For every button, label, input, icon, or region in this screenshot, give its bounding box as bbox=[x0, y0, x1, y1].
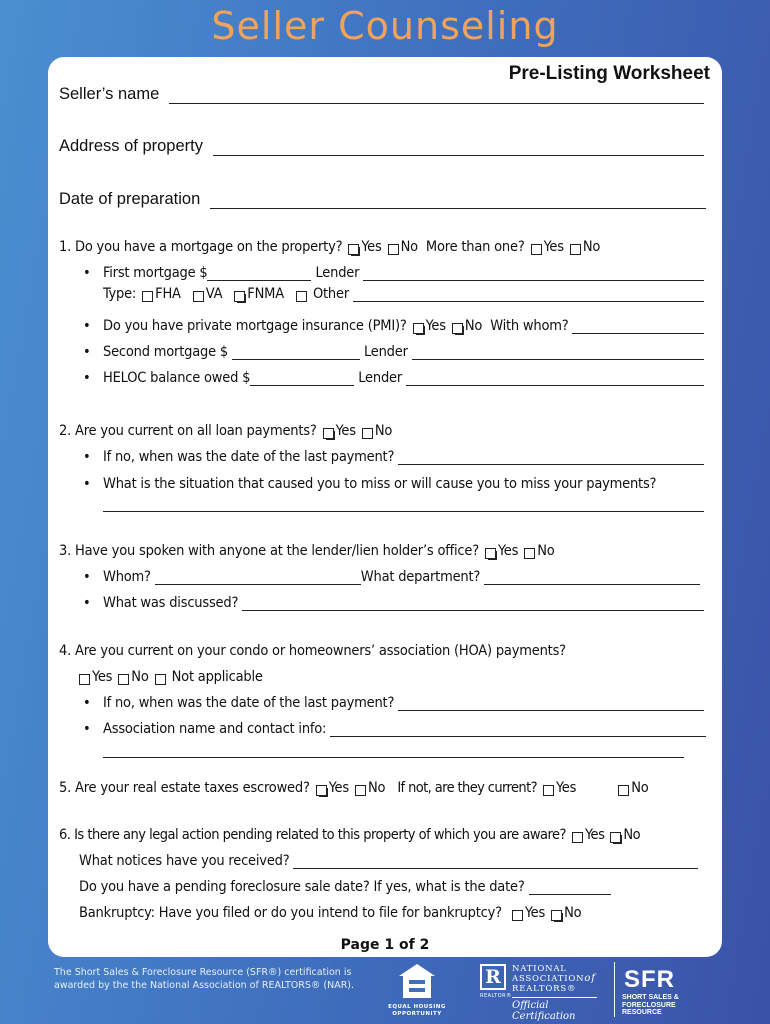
pmi-yes-label: Yes bbox=[425, 318, 446, 334]
q4-no-checkbox[interactable] bbox=[118, 674, 129, 685]
q4-last-payment-field[interactable] bbox=[398, 698, 704, 711]
second-lender-field[interactable] bbox=[412, 347, 704, 360]
bullet: • bbox=[83, 695, 91, 711]
sellers-name-field[interactable] bbox=[169, 90, 704, 104]
q1-more-no-label: No bbox=[582, 239, 601, 255]
q4-na-label: Not applicable bbox=[171, 669, 263, 685]
q2-no-label: No bbox=[374, 423, 393, 439]
with-whom-field[interactable] bbox=[572, 321, 704, 334]
q3-discussed-field[interactable] bbox=[242, 598, 704, 611]
eho-line-2: OPPORTUNITY bbox=[392, 1011, 442, 1017]
bullet: • bbox=[83, 370, 91, 386]
q1-text: 1. Do you have a mortgage on the property? bbox=[59, 239, 343, 255]
q6-notices-field[interactable] bbox=[293, 856, 698, 869]
q5-if-not-label: If not, are they current? bbox=[397, 780, 537, 796]
q4-text: 4. Are you current on your condo or homeowners’ association (HOA) payments? bbox=[59, 643, 566, 659]
sellers-name-row bbox=[59, 85, 708, 104]
pmi-row bbox=[83, 318, 708, 334]
q6-no-checkbox[interactable] bbox=[610, 832, 621, 843]
worksheet-card bbox=[48, 57, 722, 957]
bullet: • bbox=[83, 595, 91, 611]
q3-whom-row bbox=[83, 569, 704, 585]
heloc-lender-field[interactable] bbox=[406, 373, 704, 386]
q4-association-field-2[interactable] bbox=[103, 745, 684, 758]
q4-yes-checkbox[interactable] bbox=[79, 674, 90, 685]
bullet: • bbox=[83, 449, 91, 465]
q4-association-field[interactable] bbox=[330, 724, 706, 737]
bullet: • bbox=[83, 569, 91, 585]
sfr-caption: SHORT SALES & FORECLOSURE RESOURCE bbox=[622, 994, 679, 1016]
address-row bbox=[59, 137, 708, 156]
q6-bankruptcy-label: Bankruptcy: Have you filed or do you intend to file for bankruptcy? bbox=[79, 905, 502, 921]
q6-bankruptcy-yes-label: Yes bbox=[524, 905, 546, 921]
q3-yes-label: Yes bbox=[497, 543, 519, 559]
q5-text: 5. Are your real estate taxes escrowed? bbox=[59, 780, 310, 796]
pmi-no-label: No bbox=[464, 318, 483, 334]
q6-bankruptcy-no-checkbox[interactable] bbox=[551, 910, 562, 921]
q3-discussed-row bbox=[83, 595, 708, 611]
nar-name: NATIONAL ASSOCIATIONof REALTORS® bbox=[512, 964, 596, 994]
pmi-yes-checkbox[interactable] bbox=[413, 323, 424, 334]
nar-official-certification: Official Certification bbox=[512, 1000, 576, 1022]
page-title: Seller Counseling bbox=[211, 4, 559, 48]
q3-department-label: What department? bbox=[360, 569, 481, 585]
q1-more-yes-label: Yes bbox=[543, 239, 564, 255]
heloc-lender-label: Lender bbox=[358, 370, 403, 386]
q5-current-no-checkbox[interactable] bbox=[618, 785, 629, 796]
sfr-mark: SFR bbox=[624, 966, 675, 993]
house-icon bbox=[397, 962, 437, 1000]
second-mortgage-field[interactable] bbox=[232, 347, 360, 360]
footer-line-2: awarded by the the National Association of REALTORS® (NAR). bbox=[54, 980, 355, 991]
type-row bbox=[103, 286, 708, 302]
q2-last-payment-label: If no, when was the date of the last payment? bbox=[103, 449, 395, 465]
q6-yes-label: Yes bbox=[585, 827, 605, 843]
q6-bankruptcy-no-label: No bbox=[564, 905, 582, 921]
first-mortgage-row bbox=[83, 265, 708, 281]
realtor-r-icon: R bbox=[480, 964, 506, 990]
q4-row bbox=[59, 643, 708, 659]
q3-row bbox=[59, 543, 708, 559]
pmi-label: Do you have private mortgage insurance (PMI)? bbox=[103, 318, 407, 334]
first-mortgage-lender-label: Lender bbox=[315, 265, 360, 281]
bullet: • bbox=[83, 318, 91, 334]
q2-situation-field[interactable] bbox=[103, 499, 704, 512]
q6-bankruptcy-row bbox=[79, 905, 708, 921]
q6-bankruptcy-yes-checkbox[interactable] bbox=[512, 910, 523, 921]
q5-no-label: No bbox=[367, 780, 386, 796]
heloc-label: HELOC balance owed $ bbox=[103, 370, 251, 386]
va-checkbox[interactable] bbox=[193, 291, 204, 302]
q3-yes-checkbox[interactable] bbox=[485, 548, 496, 559]
q2-situation-line-row bbox=[103, 499, 708, 512]
q6-notices-label: What notices have you received? bbox=[79, 853, 290, 869]
fha-checkbox[interactable] bbox=[142, 291, 153, 302]
sellers-name-label: Seller’s name bbox=[59, 85, 160, 103]
q6-text: 6. Is there any legal action pending related to this property of which you are aware? bbox=[59, 827, 566, 843]
date-field[interactable] bbox=[210, 195, 706, 209]
address-label: Address of property bbox=[59, 137, 203, 155]
q5-current-no-label: No bbox=[631, 780, 649, 796]
q5-row bbox=[59, 780, 708, 796]
q2-row bbox=[59, 423, 708, 439]
pmi-no-checkbox[interactable] bbox=[452, 323, 463, 334]
bullet: • bbox=[83, 265, 91, 281]
q5-current-yes-checkbox[interactable] bbox=[543, 785, 554, 796]
sfr-divider bbox=[614, 962, 615, 1017]
va-label: VA bbox=[205, 286, 223, 302]
q2-situation-label: What is the situation that caused you to miss or will cause you to miss your payments? bbox=[103, 476, 657, 492]
q6-yes-checkbox[interactable] bbox=[572, 832, 583, 843]
nar-divider bbox=[512, 997, 597, 998]
heloc-row bbox=[83, 370, 708, 386]
q3-no-checkbox[interactable] bbox=[524, 548, 535, 559]
q4-last-payment-row bbox=[83, 695, 708, 711]
q4-options-row bbox=[79, 669, 708, 685]
q1-no-label: No bbox=[400, 239, 418, 255]
q6-notices-row bbox=[79, 853, 702, 869]
q4-association-row bbox=[83, 721, 710, 737]
q4-association-label: Association name and contact info: bbox=[103, 721, 327, 737]
fnma-label: FNMA bbox=[247, 286, 284, 302]
date-label: Date of preparation bbox=[59, 190, 201, 208]
q1-yes-checkbox[interactable] bbox=[348, 244, 359, 255]
q2-last-payment-field[interactable] bbox=[398, 452, 704, 465]
q1-no-checkbox[interactable] bbox=[388, 244, 399, 255]
second-mortgage-label: Second mortgage $ bbox=[103, 344, 228, 360]
bullet: • bbox=[83, 476, 91, 492]
q1-more-no-checkbox[interactable] bbox=[570, 244, 581, 255]
page-number: Page 1 of 2 bbox=[340, 937, 430, 953]
q5-yes-checkbox[interactable] bbox=[316, 785, 327, 796]
q5-no-checkbox[interactable] bbox=[355, 785, 366, 796]
q3-department-field[interactable] bbox=[484, 572, 700, 585]
q4-yes-label: Yes bbox=[92, 669, 113, 685]
q1-row bbox=[59, 239, 708, 255]
first-mortgage-label: First mortgage $ bbox=[103, 265, 208, 281]
other-label: Other bbox=[312, 286, 349, 302]
q3-whom-field[interactable] bbox=[155, 572, 361, 585]
q6-foreclosure-row bbox=[79, 879, 708, 895]
date-row bbox=[59, 190, 710, 209]
q1-more-label: More than one? bbox=[425, 239, 525, 255]
q2-text: 2. Are you current on all loan payments? bbox=[59, 423, 317, 439]
equal-housing-logo bbox=[382, 962, 452, 1018]
fnma-checkbox[interactable] bbox=[234, 291, 245, 302]
fha-label: FHA bbox=[155, 286, 181, 302]
q1-yes-label: Yes bbox=[361, 239, 382, 255]
q6-foreclosure-label: Do you have a pending foreclosure sale date? If yes, what is the date? bbox=[79, 879, 525, 895]
bullet: • bbox=[83, 344, 91, 360]
second-mortgage-row bbox=[83, 344, 708, 360]
realtor-mark: REALTOR® bbox=[480, 993, 512, 999]
q6-foreclosure-field[interactable] bbox=[529, 882, 611, 895]
q6-row bbox=[59, 827, 708, 843]
first-mortgage-lender-field[interactable] bbox=[363, 268, 704, 281]
q2-yes-label: Yes bbox=[335, 423, 356, 439]
eho-line-1: EQUAL HOUSING bbox=[388, 1004, 446, 1010]
second-lender-label: Lender bbox=[363, 344, 408, 360]
q2-situation-row bbox=[83, 476, 708, 492]
q3-no-label: No bbox=[537, 543, 555, 559]
q5-yes-label: Yes bbox=[328, 780, 349, 796]
other-field[interactable] bbox=[353, 289, 704, 302]
q5-current-yes-label: Yes bbox=[555, 780, 577, 796]
q2-no-checkbox[interactable] bbox=[362, 428, 373, 439]
other-checkbox[interactable] bbox=[296, 291, 307, 302]
q2-last-payment-row bbox=[83, 449, 708, 465]
q1-more-yes-checkbox[interactable] bbox=[531, 244, 542, 255]
footer-text bbox=[54, 966, 354, 992]
heloc-field[interactable] bbox=[250, 373, 354, 386]
q3-whom-label: Whom? bbox=[103, 569, 151, 585]
q4-no-label: No bbox=[131, 669, 149, 685]
type-label: Type: bbox=[103, 286, 137, 302]
worksheet-subtitle: Pre-Listing Worksheet bbox=[508, 63, 710, 84]
q2-yes-checkbox[interactable] bbox=[323, 428, 334, 439]
footer-line-1: The Short Sales & Foreclosure Resource (SFR®) certification is bbox=[54, 967, 352, 978]
q3-discussed-label: What was discussed? bbox=[103, 595, 239, 611]
q4-na-checkbox[interactable] bbox=[155, 674, 166, 685]
first-mortgage-field[interactable] bbox=[207, 268, 311, 281]
address-field[interactable] bbox=[213, 142, 704, 156]
q3-text: 3. Have you spoken with anyone at the lender/lien holder’s office? bbox=[59, 543, 479, 559]
with-whom-label: With whom? bbox=[490, 318, 569, 334]
q6-no-label: No bbox=[623, 827, 641, 843]
q4-last-payment-label: If no, when was the date of the last payment? bbox=[103, 695, 395, 711]
bullet: • bbox=[83, 721, 91, 737]
q4-association-line-row bbox=[103, 745, 688, 758]
